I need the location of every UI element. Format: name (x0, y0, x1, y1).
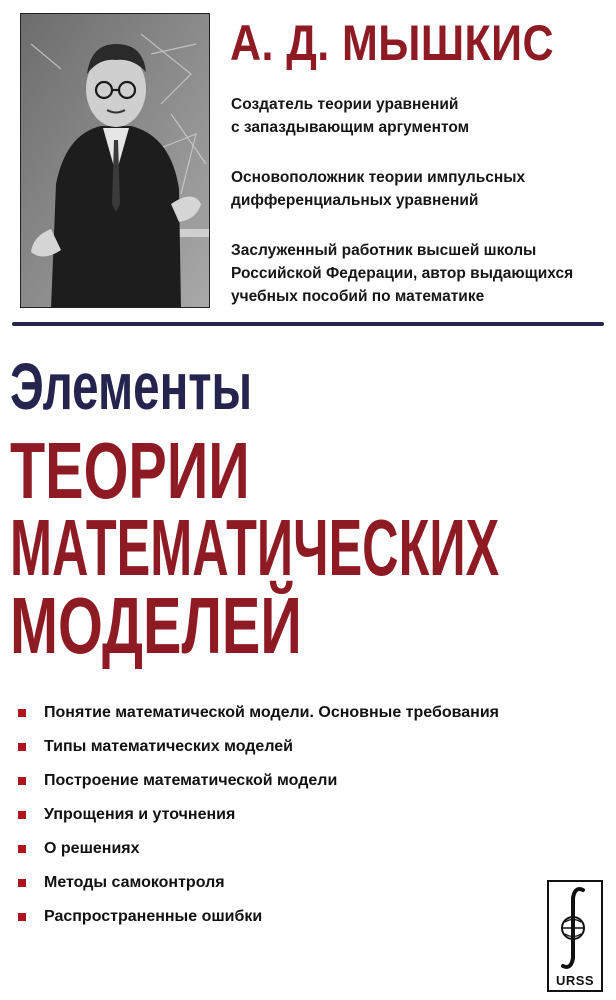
book-title-line-2: ТЕОРИИ (10, 426, 250, 515)
contents-item (18, 873, 499, 907)
bio-line: Заслуженный работник высшей школы (231, 242, 537, 259)
contents-item (18, 839, 499, 873)
contents-item-label: Методы самоконтроля (44, 874, 225, 891)
author-bio-paragraph-3 (231, 239, 606, 308)
author-bio-paragraph-1 (231, 93, 606, 139)
contents-list (18, 703, 499, 941)
contents-item-label: Построение математической модели (44, 772, 338, 789)
square-bullet-icon (18, 879, 26, 887)
square-bullet-icon (18, 743, 26, 751)
contents-item-label: Распространенные ошибки (44, 908, 263, 925)
square-bullet-icon (18, 777, 26, 785)
contents-item-label: О решениях (44, 840, 140, 857)
square-bullet-icon (18, 913, 26, 921)
book-title-line-1: Элементы (10, 349, 253, 423)
contents-item (18, 771, 499, 805)
author-photo (20, 13, 210, 308)
contents-item (18, 703, 499, 737)
contents-item-label: Упрощения и уточнения (44, 806, 236, 823)
bio-line: Создатель теории уравнений (231, 96, 459, 113)
book-title-line-3: МАТЕМАТИЧЕСКИХ (10, 503, 500, 592)
publisher-logo (547, 880, 603, 992)
square-bullet-icon (18, 845, 26, 853)
bio-line: Российской Федерации, автор выдающихся (231, 265, 574, 282)
square-bullet-icon (18, 709, 26, 717)
bio-line: учебных пособий по математике (231, 288, 485, 305)
bio-line: дифференциальных уравнений (231, 192, 479, 209)
book-title-line-4: МОДЕЛЕЙ (10, 581, 302, 670)
author-bio-paragraph-2 (231, 166, 606, 212)
contents-item (18, 737, 499, 771)
author-name: А. Д. МЫШКИС (230, 15, 554, 71)
integral-sign-icon (549, 882, 601, 974)
section-divider (12, 322, 604, 326)
contents-item-label: Типы математических моделей (44, 738, 294, 755)
bio-line: с запаздывающим аргументом (231, 119, 470, 136)
author-photo-illustration (21, 14, 210, 308)
bio-line: Основоположник теории импульсных (231, 169, 526, 186)
square-bullet-icon (18, 811, 26, 819)
contents-item-label: Понятие математической модели. Основные требования (44, 704, 499, 721)
contents-item (18, 907, 499, 941)
contents-item (18, 805, 499, 839)
publisher-logo-text: URSS (555, 973, 595, 988)
